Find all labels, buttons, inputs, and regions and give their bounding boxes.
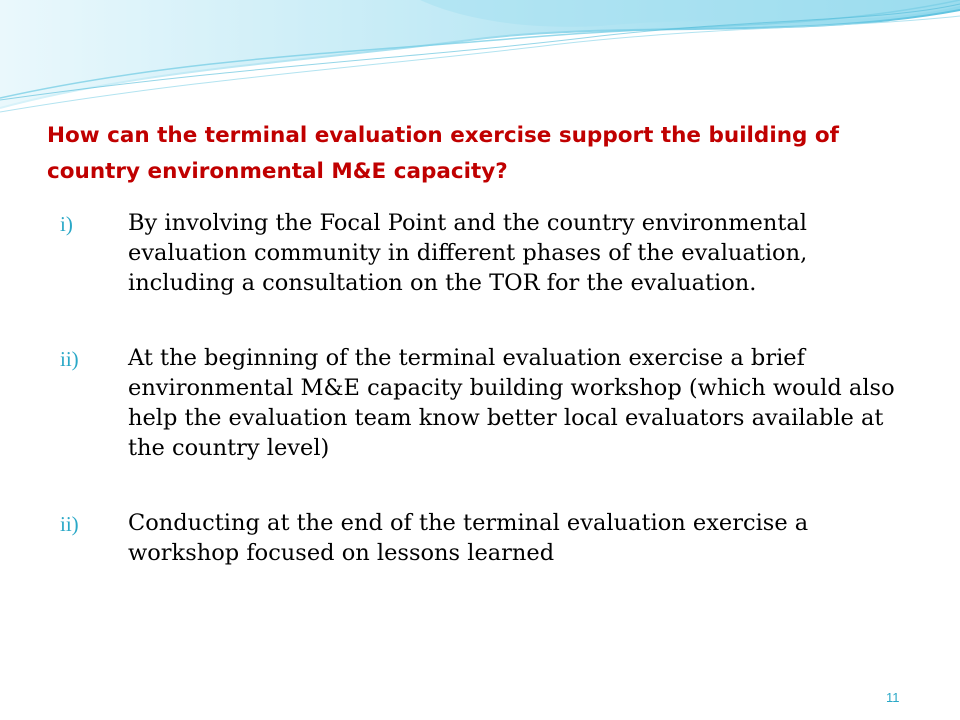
list-item — [60, 508, 920, 568]
header-wave-decoration — [0, 0, 960, 120]
list-item — [60, 343, 920, 463]
list-item-text: At the beginning of the terminal evaluation exercise a brief environmental M&E capacity building workshop (which would also help the evaluation team know better local evaluators available at the country level) — [128, 345, 895, 461]
list-item — [60, 208, 920, 298]
slide-title: How can the terminal evaluation exercise support the building of country environmental M&E capacity? — [47, 123, 839, 184]
list-marker: ii) — [60, 347, 79, 371]
list-item-text: Conducting at the end of the terminal evaluation exercise a workshop focused on lessons learned — [128, 510, 809, 566]
numbered-list — [60, 208, 920, 568]
list-marker: ii) — [60, 512, 79, 536]
list-marker: i) — [60, 212, 73, 236]
list-item-text: By involving the Focal Point and the country environmental evaluation community in different phases of the evaluation, including a consultation on the TOR for the evaluation. — [128, 210, 808, 296]
page-number: 11 — [886, 690, 900, 705]
